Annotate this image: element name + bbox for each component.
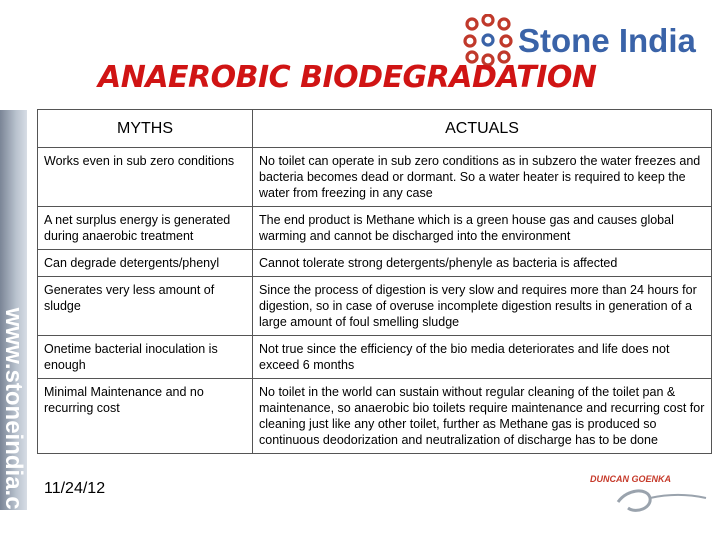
myth-cell: Onetime bacterial inoculation is enough bbox=[38, 336, 253, 379]
table-row bbox=[38, 148, 712, 207]
website-url: www.stoneindia.co.in bbox=[0, 307, 27, 552]
table-row bbox=[38, 250, 712, 277]
actual-cell: No toilet in the world can sustain without regular cleaning of the toilet pan & maintenance, so anaerobic bio toilets require maintenance and recurring cost for cleaning just like any other toilet, further as Methane gas is produced so continuous deodorization and neutralization of discharge has to be done bbox=[253, 379, 712, 454]
duncan-goenka-logo bbox=[588, 470, 708, 520]
slide-date: 11/24/12 bbox=[44, 480, 106, 497]
actual-cell: The end product is Methane which is a green house gas and causes global warming and cannot be discharged into the environment bbox=[253, 207, 712, 250]
header-myths: MYTHS bbox=[38, 110, 253, 148]
myths-actuals-table bbox=[37, 109, 712, 454]
swirl-logo-icon bbox=[588, 480, 708, 520]
table-row bbox=[38, 336, 712, 379]
table-row bbox=[38, 379, 712, 454]
actual-cell: Not true since the efficiency of the bio media deteriorates and life does not exceed 6 months bbox=[253, 336, 712, 379]
actual-cell: No toilet can operate in sub zero conditions as in subzero the water freezes and bacteria becomes dead or dormant. So a water heater is required to keep the water from freezing in any case bbox=[253, 148, 712, 207]
group-name: DUNCAN GOENKA bbox=[590, 474, 671, 484]
myth-cell: Can degrade detergents/phenyl bbox=[38, 250, 253, 277]
page-title: ANAEROBIC BIODEGRADATION bbox=[98, 60, 597, 95]
side-banner bbox=[0, 110, 27, 552]
actual-cell: Cannot tolerate strong detergents/phenyle as bacteria is affected bbox=[253, 250, 712, 277]
header-actuals: ACTUALS bbox=[253, 110, 712, 148]
myth-cell: Generates very less amount of sludge bbox=[38, 277, 253, 336]
table-row bbox=[38, 277, 712, 336]
actual-cell: Since the process of digestion is very slow and requires more than 24 hours for digestion, so in case of overuse incomplete digestion results in generation of a large amount of foul smelling sludge bbox=[253, 277, 712, 336]
myth-cell: A net surplus energy is generated during anaerobic treatment bbox=[38, 207, 253, 250]
myth-cell: Minimal Maintenance and no recurring cost bbox=[38, 379, 253, 454]
brand-name: Stone India bbox=[518, 22, 696, 59]
table-header-row bbox=[38, 110, 712, 148]
stone-india-logo bbox=[462, 14, 712, 66]
table-row bbox=[38, 207, 712, 250]
flower-logo-icon bbox=[462, 14, 514, 66]
myth-cell: Works even in sub zero conditions bbox=[38, 148, 253, 207]
